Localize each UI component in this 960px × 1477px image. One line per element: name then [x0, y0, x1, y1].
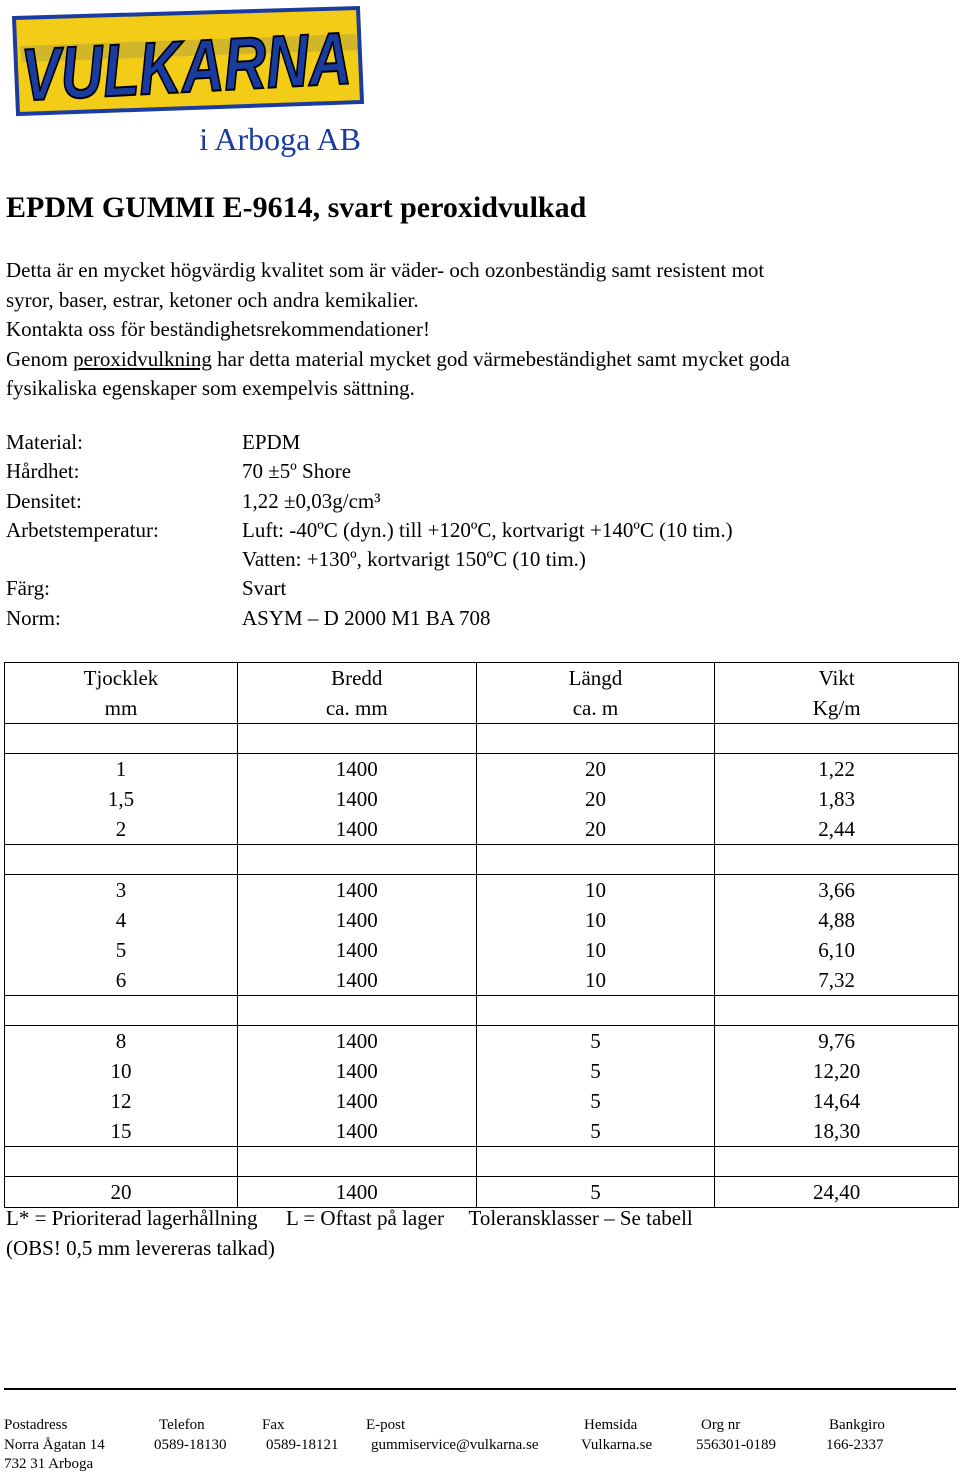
header-unit: Kg/m — [812, 696, 861, 720]
width-cell: 1400 1400 1400 — [237, 754, 476, 845]
spacer-cell — [476, 996, 715, 1026]
spacer-cell — [237, 996, 476, 1026]
intro-line: syror, baser, estrar, ketoner och andra kemikalier. — [6, 287, 419, 312]
width-cell: 1400 — [237, 1177, 476, 1208]
spacer-cell — [237, 845, 476, 875]
vulkarna-logo — [6, 4, 439, 157]
intro-line — [6, 345, 956, 375]
footer-divider — [4, 1388, 956, 1390]
length-cell: 5 5 5 5 — [476, 1026, 715, 1147]
width-cell: 1400 1400 1400 1400 — [237, 875, 476, 996]
talc-note: (OBS! 0,5 mm levereras talkad) — [6, 1236, 275, 1260]
spacer-cell — [476, 724, 715, 754]
property-label: Material: — [6, 430, 83, 454]
header-cell — [5, 663, 238, 724]
footer-header: E-post — [366, 1417, 406, 1433]
footer-fax: 0589-18121 — [266, 1436, 339, 1453]
property-value: ASYM – D 2000 M1 BA 708 — [242, 605, 491, 630]
property-value: EPDM — [242, 430, 301, 454]
width-cell: 1400 1400 1400 1400 — [237, 1026, 476, 1147]
footer-header: Telefon — [159, 1417, 205, 1433]
notes — [6, 1203, 693, 1263]
header-label: Vikt — [818, 666, 855, 690]
header-label: Tjocklek — [83, 666, 159, 690]
legend-tolerance: Toleransklasser – Se tabell — [468, 1206, 693, 1230]
table-group-row — [5, 754, 959, 845]
page-title: EPDM GUMMI E-9614, svart peroxidvulkad — [6, 191, 587, 224]
intro-line: Kontakta oss för beständighetsrekommendationer! — [6, 317, 430, 341]
footer-postal-code: 732 31 Arboga — [4, 1456, 94, 1472]
thickness-cell: 20 — [5, 1177, 238, 1208]
footer-header: Fax — [262, 1417, 285, 1433]
spacer-cell — [715, 724, 959, 754]
footer — [4, 1416, 956, 1475]
property-value: Luft: -40ºC (dyn.) till +120ºC, kortvarigt +140ºC (10 tim.) — [242, 517, 733, 542]
spacer-cell — [5, 724, 238, 754]
footer-header: Bankgiro — [829, 1417, 885, 1433]
footer-address: Norra Ågatan 14 — [4, 1436, 105, 1453]
spacer-cell — [715, 996, 959, 1026]
property-label: Färg: — [6, 576, 50, 601]
length-cell: 20 20 20 — [476, 754, 715, 845]
footer-email-link[interactable]: gummiservice@vulkarna.se — [371, 1436, 539, 1453]
table-spacer-row — [5, 724, 959, 754]
table-header-row — [5, 663, 959, 724]
peroxidvulkning-link[interactable]: peroxidvulkning — [73, 346, 212, 371]
property-label: Norm: — [6, 605, 61, 630]
property-label: Arbetstemperatur: — [6, 517, 159, 542]
legend-priority: L* = Prioriterad lagerhållning — [6, 1206, 258, 1230]
spacer-cell — [5, 845, 238, 875]
spacer-cell — [715, 1147, 959, 1177]
footer-website-link[interactable]: Vulkarna.se — [581, 1436, 653, 1453]
intro-text: har detta material mycket god värmebeständighet samt mycket goda — [211, 346, 790, 371]
header-cell — [237, 663, 476, 724]
spacer-cell — [476, 845, 715, 875]
weight-cell: 3,66 4,88 6,10 7,32 — [715, 875, 959, 996]
footer-org-number: 556301-0189 — [696, 1436, 776, 1453]
footer-header-row — [4, 1416, 956, 1436]
table-group-row — [5, 875, 959, 996]
property-label: Densitet: — [6, 488, 82, 513]
footer-address-row — [4, 1455, 956, 1475]
property-label: Hårdhet: — [6, 459, 80, 484]
length-cell: 5 — [476, 1177, 715, 1208]
footer-bankgiro: 166-2337 — [826, 1436, 884, 1453]
intro-text: Genom — [6, 346, 74, 371]
spacer-cell — [5, 1147, 238, 1177]
property-value: Svart — [242, 576, 287, 601]
thickness-cell: 1 1,5 2 — [5, 754, 238, 845]
legend-line — [6, 1203, 693, 1233]
logo-subtitle: i Arboga AB — [199, 121, 361, 157]
spacer-cell — [237, 724, 476, 754]
footer-header: Hemsida — [584, 1417, 638, 1433]
spacer-cell — [476, 1147, 715, 1177]
spacer-cell — [715, 845, 959, 875]
property-value: 70 ±5º Shore — [242, 459, 352, 484]
header-unit: mm — [104, 696, 138, 720]
spacer-cell — [237, 1147, 476, 1177]
property-value: Vatten: +130º, kortvarigt 150ºC (10 tim.) — [242, 547, 586, 572]
length-cell: 10 10 10 10 — [476, 875, 715, 996]
legend-stock: L = Oftast på lager — [286, 1206, 445, 1230]
footer-header: Org nr — [701, 1417, 741, 1433]
footer-phone: 0589-18130 — [154, 1436, 227, 1453]
thickness-cell: 3 4 5 6 — [5, 875, 238, 996]
property-value: 1,22 ±0,03g/cm³ — [242, 488, 381, 513]
intro-line: Detta är en mycket högvärdig kvalitet som är väder- och ozonbeständig samt resistent mot — [6, 258, 765, 282]
thickness-cell: 8 10 12 15 — [5, 1026, 238, 1147]
weight-cell: 24,40 — [715, 1177, 959, 1208]
header-unit: ca. m — [572, 696, 619, 720]
spacer-cell — [5, 996, 238, 1026]
header-cell — [476, 663, 715, 724]
footer-value-row — [4, 1436, 956, 1456]
weight-cell: 9,76 12,20 14,64 18,30 — [715, 1026, 959, 1147]
header-label: Bredd — [331, 666, 383, 690]
intro-paragraph — [6, 256, 956, 404]
table-group-row — [5, 1026, 959, 1147]
dimensions-table — [4, 662, 959, 1208]
table-spacer-row — [5, 1147, 959, 1177]
weight-cell: 1,22 1,83 2,44 — [715, 754, 959, 845]
header-cell — [715, 663, 959, 724]
table-spacer-row — [5, 845, 959, 875]
header-unit: ca. mm — [325, 696, 388, 720]
intro-line: fysikaliska egenskaper som exempelvis sättning. — [6, 376, 415, 400]
footer-header: Postadress — [4, 1417, 68, 1433]
header-label: Längd — [568, 666, 623, 690]
table-spacer-row — [5, 996, 959, 1026]
logo-wordmark: VULKARNA — [19, 11, 439, 117]
